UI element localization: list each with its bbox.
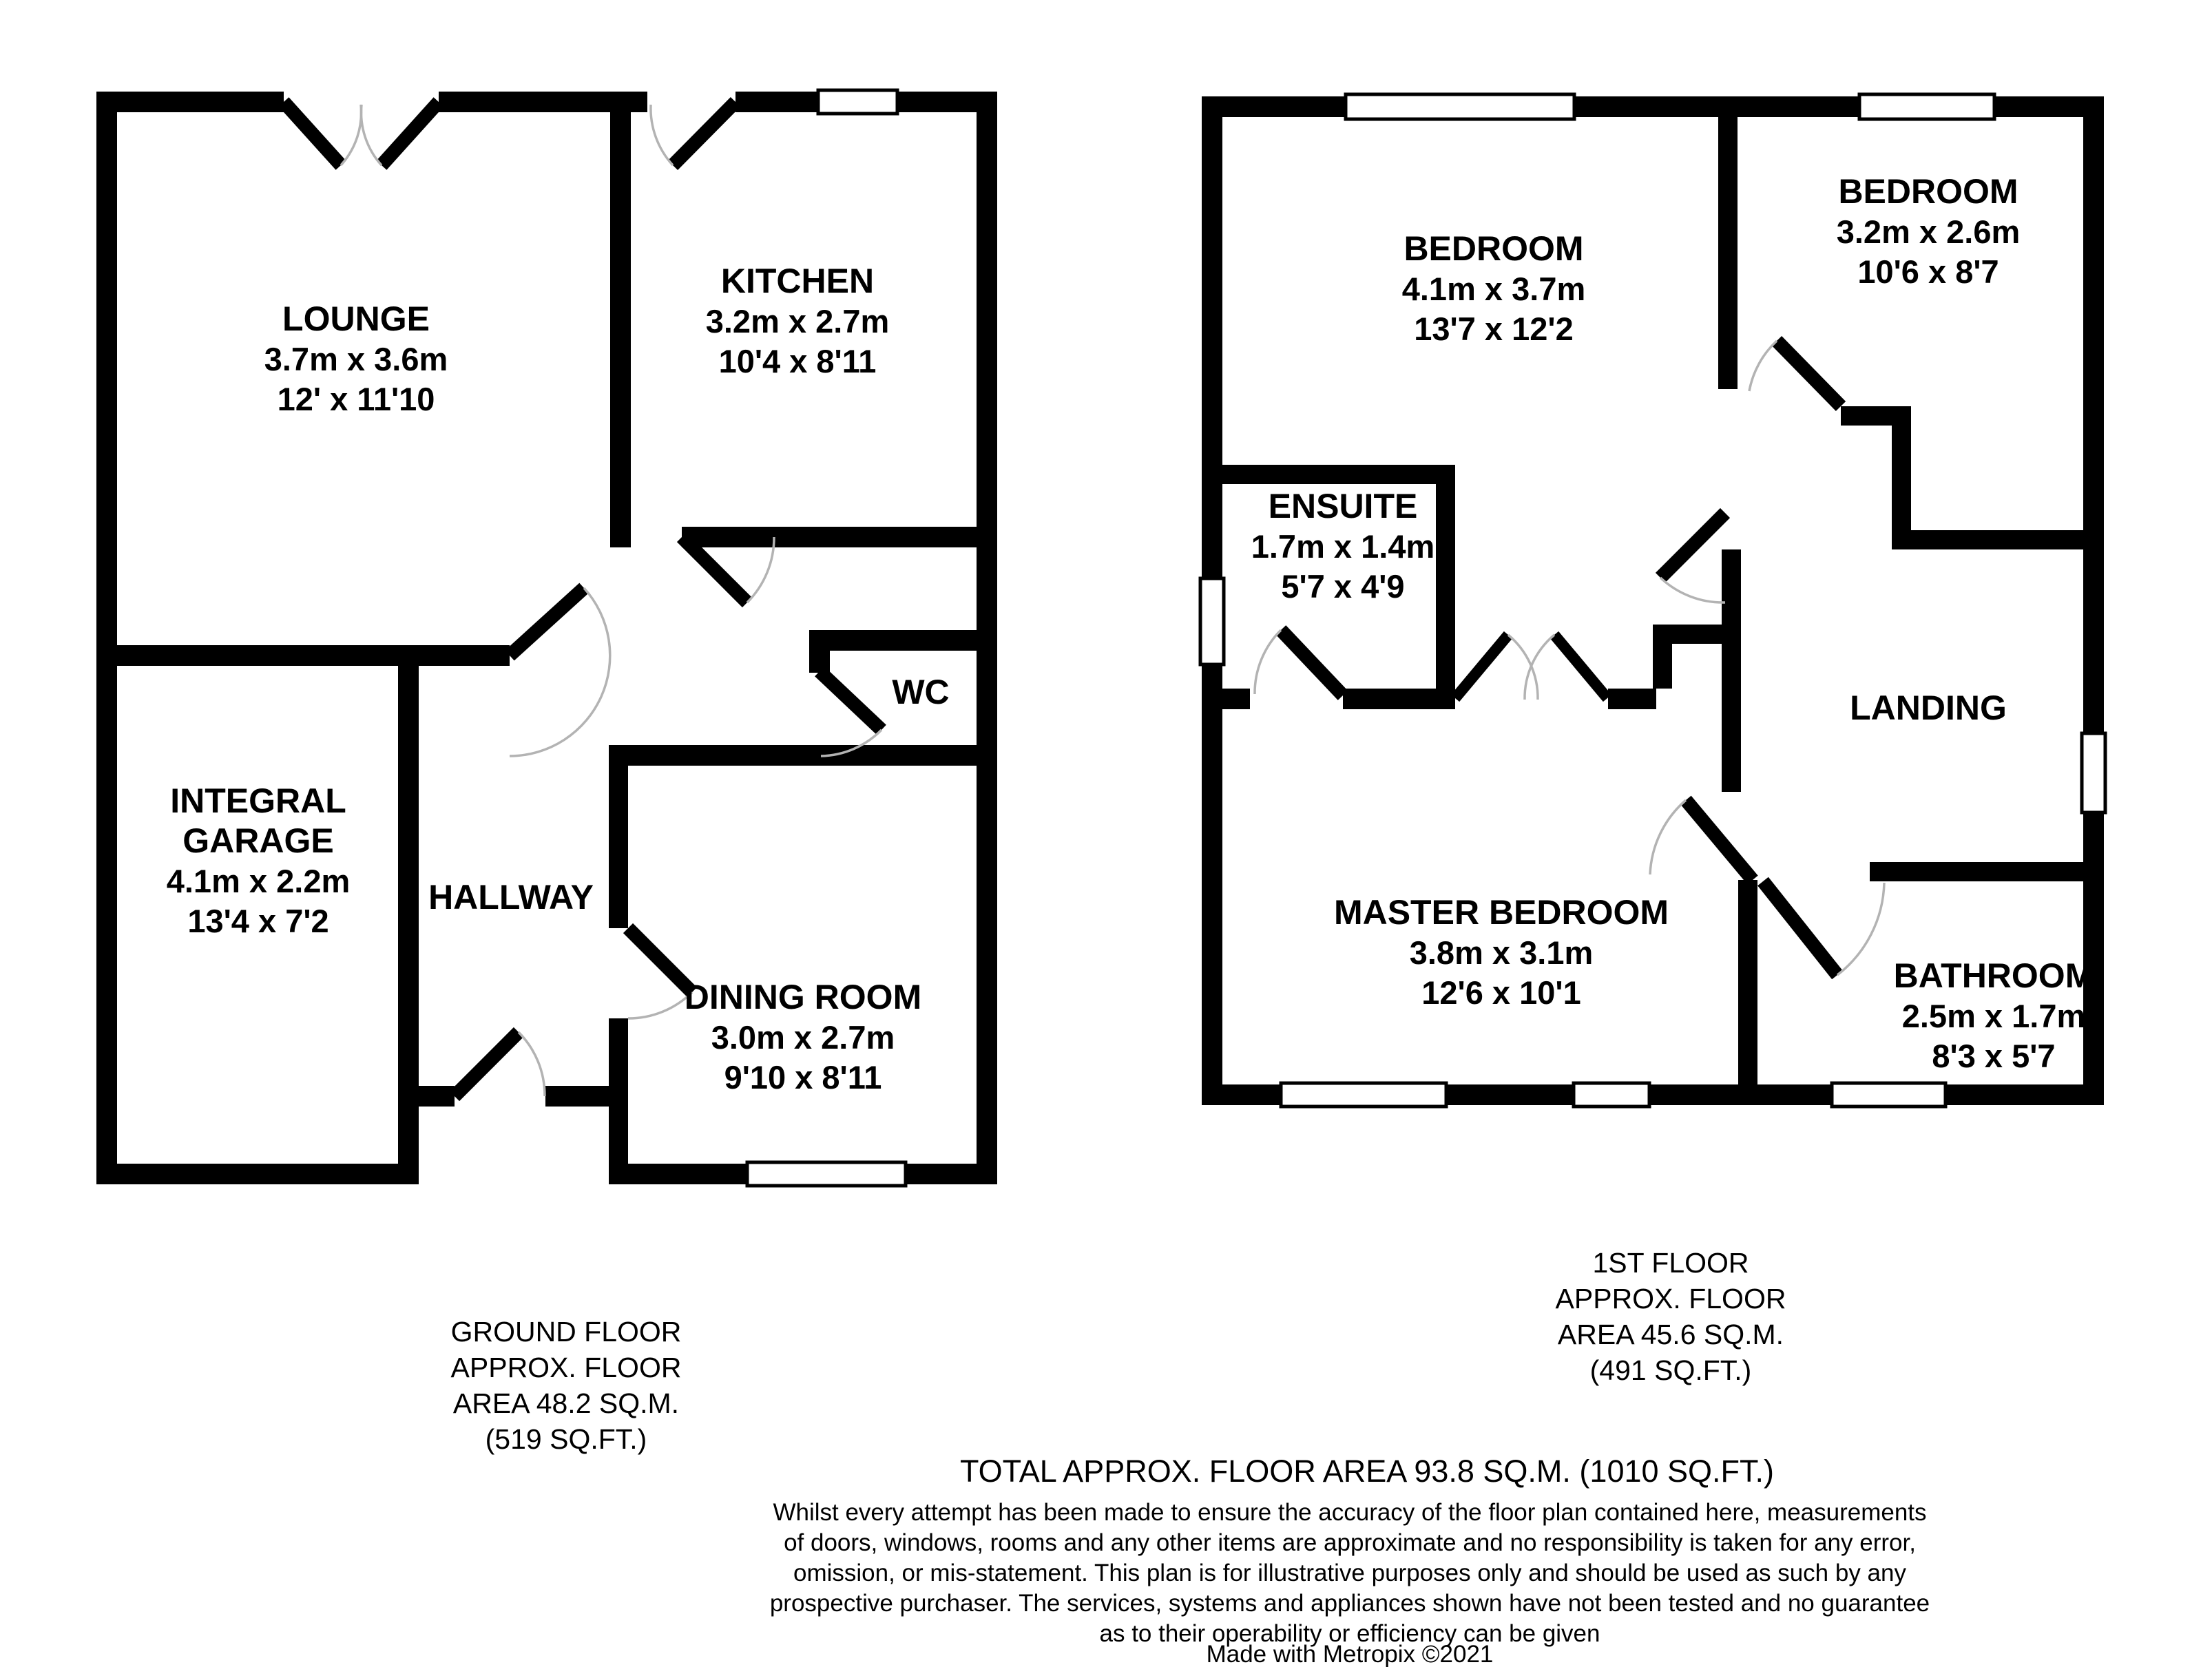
bathroom-metric-dimensions: 2.5m x 1.7m [1901,998,2086,1034]
disclaimer-line1: Whilst every attempt has been made to ensure the accuracy of the floor plan contained here, measurements [773,1499,1927,1526]
garage-metric-dimensions: 4.1m x 2.2m [166,863,351,899]
master-label: MASTER BEDROOM [1333,893,1669,932]
ensuite-door [1255,630,1343,695]
master-window-large [1281,1083,1446,1107]
lounge-patio-doors [284,102,439,165]
disclaimer-line3: omission, or mis-statement. This plan is for illustrative purposes only and should be used as such by any [793,1560,1906,1586]
ensuite-label: ENSUITE [1268,487,1418,525]
cupboard-doors [1455,635,1607,700]
total-floor-area: TOTAL APPROX. FLOOR AREA 93.8 SQ.M. (1010 SQ.FT.) [959,1454,1775,1489]
garage-imperial-dimensions: 13'4 x 7'2 [187,903,329,939]
bedroom2-door [1749,341,1841,406]
metropix-credit: Made with Metropix ©2021 [1206,1641,1494,1667]
disclaimer-line4: prospective purchaser. The services, systems and appliances shown have not been tested and no guarantee [769,1590,1930,1617]
garage-label-line1: INTEGRAL [170,782,346,820]
ensuite-imperial-dimensions: 5'7 x 4'9 [1281,568,1405,605]
bedroom2-imperial-dimensions: 10'6 x 8'7 [1857,253,1999,290]
kitchen-label-group [706,262,890,379]
ensuite-window [1200,578,1224,664]
first-caption-line4: (491 SQ.FT.) [1589,1354,1752,1386]
landing-label: LANDING [1850,689,2007,727]
bedroom1-label: BEDROOM [1404,229,1584,268]
front-door [455,1032,545,1096]
bedroom1-label-group [1402,229,1586,347]
dining-imperial-dimensions: 9'10 x 8'11 [724,1059,882,1095]
bathroom-imperial-dimensions: 8'3 x 5'7 [1932,1038,2056,1074]
hallway-label: HALLWAY [428,878,594,916]
ground-caption-line3: AREA 48.2 SQ.M. [452,1387,680,1419]
footer-text [770,1454,1930,1667]
bedroom1-window [1346,94,1574,119]
bedroom2-metric-dimensions: 3.2m x 2.6m [1836,213,2021,250]
disclaimer-line2: of doors, windows, rooms and any other items are approximate and no responsibility is taken for any error, [784,1529,1916,1556]
lounge-door [510,588,610,756]
first-caption-line2: APPROX. FLOOR [1555,1283,1786,1314]
dining-metric-dimensions: 3.0m x 2.7m [711,1019,895,1056]
garage-label-line2: GARAGE [182,821,334,860]
kitchen-metric-dimensions: 3.2m x 2.7m [705,303,890,339]
lounge-metric-dimensions: 3.7m x 3.6m [264,341,448,377]
ground-floor-caption [451,1316,682,1455]
dining-window [747,1162,906,1186]
garage-label-group [167,782,351,939]
bedroom2-window [1859,94,1994,119]
dining-door [628,928,692,1018]
first-caption-line3: AREA 45.6 SQ.M. [1557,1319,1784,1350]
bedroom2-label-group [1837,172,2021,290]
lounge-imperial-dimensions: 12' x 11'10 [277,381,435,417]
bathroom-label: BATHROOM [1893,956,2094,995]
ground-floor-plan [96,90,997,1186]
master-label-group [1334,893,1669,1011]
lounge-label-group [264,300,448,417]
first-caption-line1: 1ST FLOOR [1592,1247,1749,1279]
kitchen-back-door [651,102,735,165]
kitchen-window [818,90,897,114]
bedroom2-label: BEDROOM [1838,172,2018,211]
kitchen-label: KITCHEN [720,262,875,300]
master-bedroom-door [1650,800,1753,880]
bathroom-door [1763,881,1884,975]
first-floor-caption [1556,1247,1786,1386]
bedroom1-door [1660,513,1725,602]
dining-label: DINING ROOM [684,978,922,1016]
ground-caption-line4: (519 SQ.FT.) [485,1423,647,1455]
ground-caption-line2: APPROX. FLOOR [450,1352,682,1383]
master-imperial-dimensions: 12'6 x 10'1 [1421,974,1581,1011]
bedroom1-imperial-dimensions: 13'7 x 12'2 [1414,311,1574,347]
bathroom-window [1832,1083,1945,1107]
landing-window [2082,733,2105,812]
disclaimer-line5: as to their operability or efficiency can be given [1099,1620,1600,1647]
bathroom-label-group [1894,956,2094,1074]
master-window-small [1574,1083,1649,1107]
kitchen-imperial-dimensions: 10'4 x 8'11 [718,343,877,379]
lounge-label: LOUNGE [282,300,430,338]
dining-label-group [685,978,921,1095]
master-metric-dimensions: 3.8m x 3.1m [1409,934,1594,971]
wc-door [820,671,881,756]
ground-caption-line1: GROUND FLOOR [450,1316,682,1348]
ensuite-label-group [1251,487,1435,605]
bedroom1-metric-dimensions: 4.1m x 3.7m [1401,271,1586,307]
wc-label: WC [892,673,950,711]
first-floor-plan [1200,94,2105,1107]
ensuite-metric-dimensions: 1.7m x 1.4m [1251,528,1435,565]
